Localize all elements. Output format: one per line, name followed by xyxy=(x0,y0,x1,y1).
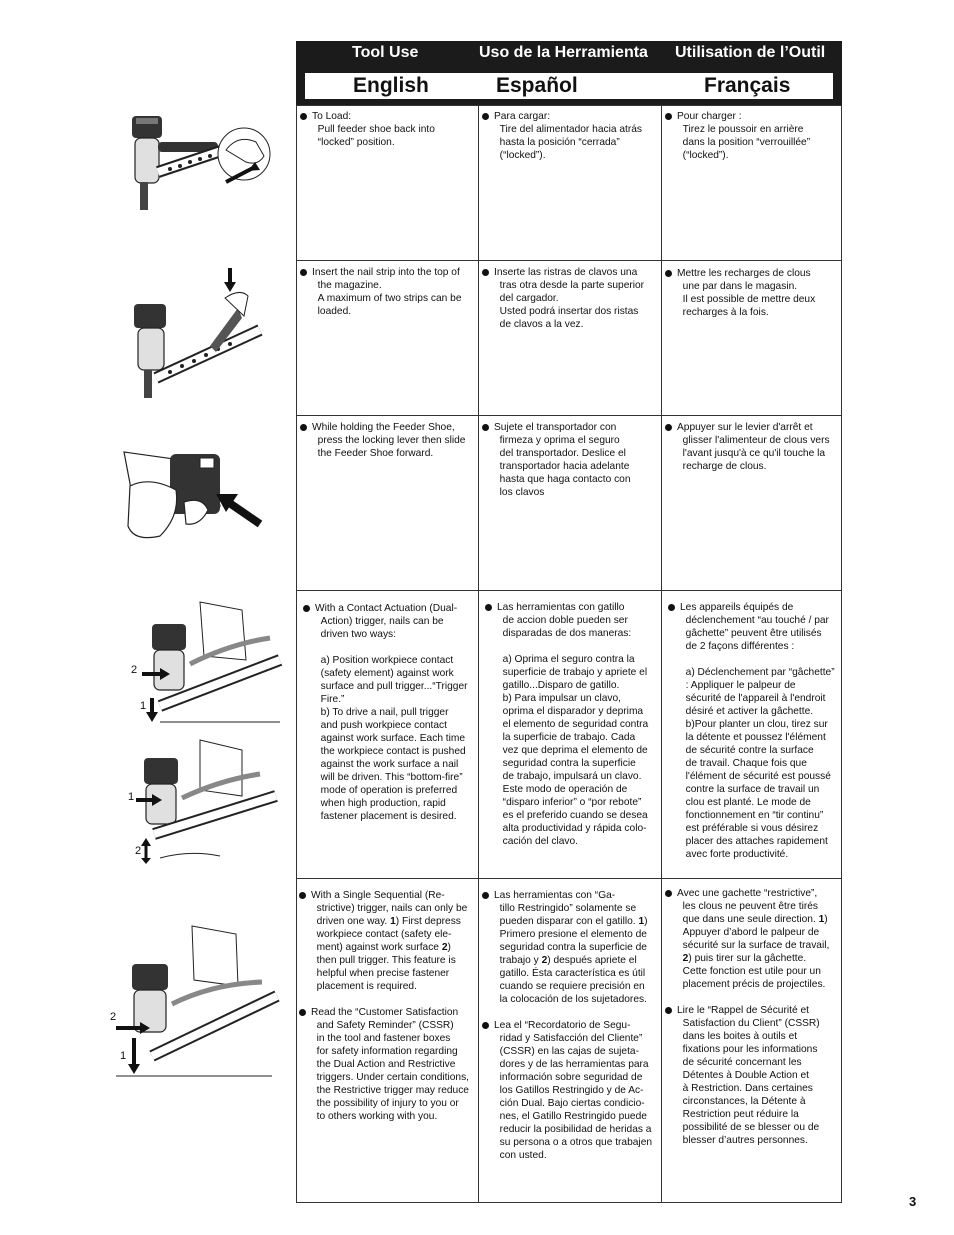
text-line: placement précis de projectiles. xyxy=(677,979,826,990)
step-number: 2 xyxy=(131,664,138,676)
cell-french-feeder xyxy=(664,421,842,473)
text-line: (safety element) against work xyxy=(315,668,454,679)
nailer-loading-pull-feeder-shoe-illustration xyxy=(118,112,278,212)
text-line: Les appareils équipés de xyxy=(680,602,794,613)
column-divider xyxy=(478,106,479,1202)
text-line: tillo Restringido” solamente se xyxy=(494,903,637,914)
text-line: firmeza y oprima el seguro xyxy=(494,435,620,446)
bullet-item xyxy=(664,110,842,162)
text-line: “locked” position. xyxy=(312,137,395,148)
text-line: ción Dual. Bajo ciertas condicio- xyxy=(494,1098,645,1109)
row-divider xyxy=(297,878,841,879)
text-line: Fire.” xyxy=(315,694,345,705)
bullet-item xyxy=(481,889,661,1006)
text-line: With a Contact Actuation (Dual- xyxy=(315,603,458,614)
text-line: gatillo. Ésta característica es útil xyxy=(494,968,646,979)
text-line: Tirez le poussoir en arrière xyxy=(677,124,804,135)
text-line: cación del clavo. xyxy=(497,836,578,847)
contact-actuation-trigger-illustrations xyxy=(130,600,285,865)
bullet-item xyxy=(481,1019,661,1162)
text-line: sécurité sur la surface de travail, xyxy=(677,940,830,951)
text-line: loaded. xyxy=(312,306,352,317)
text-line: clou est planté. Le mode de xyxy=(680,797,811,808)
text-line: a) Oprima el seguro contra la xyxy=(497,654,635,665)
nailer-insert-nail-strip-illustration xyxy=(120,268,280,400)
text-line: la colocación de los sujetadores. xyxy=(494,994,647,1005)
cell-english-contact-actuation xyxy=(302,602,478,823)
text-line: Avec une gachette “restrictive”, xyxy=(677,888,818,899)
text-line: de travail. Chaque fois que xyxy=(680,758,807,769)
section-label-spanish: Uso de la Herramienta xyxy=(479,44,648,61)
cell-english-load xyxy=(299,110,477,149)
text-line: to others working with you. xyxy=(311,1111,438,1122)
bullet-item xyxy=(667,601,842,861)
text-line: placement is required. xyxy=(311,981,417,992)
cell-french-sequential xyxy=(664,887,842,1147)
bullet-item xyxy=(299,421,477,460)
text-line: cuando se requiere precisión en xyxy=(494,981,645,992)
text-line: oprima el disparador y deprima xyxy=(497,706,644,717)
text-line: l'élément de sécurité est poussé xyxy=(680,771,831,782)
text-line: will be driven. This “bottom-fire” xyxy=(315,772,463,783)
step-number: 2 xyxy=(135,845,142,857)
text-line: con usted. xyxy=(494,1150,547,1161)
text-line: Pour charger : xyxy=(677,111,742,122)
bullet-item xyxy=(302,602,478,823)
text-line: seguridad contra la superficie xyxy=(497,758,636,769)
section-label-french: Utilisation de l’Outil xyxy=(675,44,826,61)
bullet-item xyxy=(484,601,662,848)
text-line: de accion doble pueden ser xyxy=(497,615,628,626)
text-line: Cette fonction est utile pour un xyxy=(677,966,821,977)
text-line xyxy=(497,640,662,653)
text-line: hasta que haga contacto con xyxy=(494,474,631,485)
text-line: (“locked”). xyxy=(677,150,729,161)
text-line: dans les boites à outils et xyxy=(677,1031,798,1042)
text-line: sécurité de l'appareil à l'endroit xyxy=(680,693,826,704)
text-line: With a Single Sequential (Re- xyxy=(311,890,445,901)
text-line: disparadas de dos maneras: xyxy=(497,628,632,639)
text-line: vez que deprima el elemento de xyxy=(497,745,648,756)
text-line: Lire le “Rappel de Sécurité et xyxy=(677,1005,809,1016)
text-line: fonctionnement en “tir continu” xyxy=(680,810,824,821)
bullet-item xyxy=(664,1004,842,1147)
text-line: mode of operation is preferred xyxy=(315,785,458,796)
text-line: recharge de clous. xyxy=(677,461,767,472)
text-line: workpiece contact (safety ele- xyxy=(311,929,452,940)
text-line: la superficie de trabajo. Cada xyxy=(497,732,636,743)
text-line: : Appliquer le palpeur de xyxy=(680,680,796,691)
text-line: su persona o a otros que trabajen xyxy=(494,1137,653,1148)
text-line: déclenchement “au touché / par xyxy=(680,615,829,626)
text-line: Usted podrá insertar dos ristas xyxy=(494,306,639,317)
text-line: Las herramientas con gatillo xyxy=(497,602,625,613)
text-line: seguridad contra la superficie de xyxy=(494,942,647,953)
text-line: à Restriction. Dans certaines xyxy=(677,1083,813,1094)
text-line: the magazine. xyxy=(312,280,382,291)
step-number: 1 xyxy=(128,791,135,803)
text-line: Para cargar: xyxy=(494,111,551,122)
text-line: Pull feeder shoe back into xyxy=(312,124,435,135)
text-line: While holding the Feeder Shoe, xyxy=(312,422,455,433)
text-line: gatillo...Disparo de gatillo. xyxy=(497,680,620,691)
text-line: ridad y Satisfacción del Cliente” xyxy=(494,1033,643,1044)
text-line: and Safety Reminder” (CSSR) xyxy=(311,1020,454,1031)
text-line: trabajo y 2) después apriete el xyxy=(494,955,637,966)
cell-english-insert xyxy=(299,266,477,318)
cell-spanish-insert xyxy=(481,266,661,331)
text-line: against the work surface a nail xyxy=(315,759,459,770)
bullet-item xyxy=(481,110,661,162)
text-line: strictive) trigger, nails can only be xyxy=(311,903,468,914)
text-line: superficie de trabajo y apriete el xyxy=(497,667,648,678)
cell-spanish-contact-actuation xyxy=(484,601,662,848)
text-line: los Gatillos Restringido y de Ac- xyxy=(494,1085,644,1096)
text-line: el elemento de seguridad contra xyxy=(497,719,649,730)
text-line: helpful when precise fastener xyxy=(311,968,450,979)
text-line: b) To drive a nail, pull trigger xyxy=(315,707,449,718)
text-line: Détentes à Double Action et xyxy=(677,1070,809,1081)
text-line: de sécurité concernant les xyxy=(677,1057,802,1068)
text-line: a) Position workpiece contact xyxy=(315,655,454,666)
text-line: (“locked”). xyxy=(494,150,546,161)
cell-french-load xyxy=(664,110,842,162)
text-line: gâchette” peuvent être utilisés xyxy=(680,628,822,639)
text-line: b)Pour planter un clou, tirez sur xyxy=(680,719,828,730)
text-line xyxy=(680,653,842,666)
text-line: the Restrictive trigger may reduce xyxy=(311,1085,469,1096)
tool-use-header xyxy=(296,41,842,105)
text-line: when high production, rapid xyxy=(315,798,446,809)
text-line: then pull trigger. This feature is xyxy=(311,955,456,966)
cell-spanish-feeder xyxy=(481,421,661,499)
text-line: avec forte productivité. xyxy=(680,849,789,860)
text-line: les clous ne peuvent être tirés xyxy=(677,901,819,912)
cell-french-contact-actuation xyxy=(667,601,842,861)
text-line: contre la surface de travail un xyxy=(680,784,820,795)
bullet-item xyxy=(664,267,842,319)
step-number: 1 xyxy=(140,700,147,712)
text-line: del cargador. xyxy=(494,293,559,304)
text-line: driven one way. 1) First depress xyxy=(311,916,461,927)
text-line: alta productividad y rápida colo- xyxy=(497,823,647,834)
text-line: désiré et activer la gâchette. xyxy=(680,706,814,717)
text-line: surface and pull trigger...“Trigger xyxy=(315,681,468,692)
text-line: in the tool and fastener boxes xyxy=(311,1033,451,1044)
bullet-item xyxy=(481,266,661,331)
language-spanish: Español xyxy=(496,74,578,97)
text-line: de clavos a la vez. xyxy=(494,319,584,330)
text-line: circonstances, la Détente à xyxy=(677,1096,806,1107)
cell-english-sequential xyxy=(298,889,478,1123)
text-line: To Load: xyxy=(312,111,352,122)
text-line: fastener placement is desired. xyxy=(315,811,457,822)
text-line: and push workpiece contact xyxy=(315,720,447,731)
text-line: fixations pour les informations xyxy=(677,1044,818,1055)
step-number: 2 xyxy=(110,1011,117,1023)
text-line: Read the “Customer Satisfaction xyxy=(311,1007,459,1018)
text-line: Insert the nail strip into the top of xyxy=(312,267,460,278)
text-line: es el preferido cuando se desea xyxy=(497,810,648,821)
page-number: 3 xyxy=(909,1194,917,1209)
text-line: Il est possible de mettre deux xyxy=(677,294,816,305)
text-line: 2) puis tirer sur la gâchette. xyxy=(682,953,807,964)
language-french: Français xyxy=(704,74,791,97)
text-line: pueden disparar con el gatillo. 1) xyxy=(494,916,648,927)
text-line: reducir la posibilidad de heridas a xyxy=(494,1124,652,1135)
bullet-item xyxy=(298,1006,478,1123)
step-number: 1 xyxy=(120,1050,127,1062)
language-english: English xyxy=(353,74,429,97)
cell-french-insert xyxy=(664,267,842,319)
text-line: de trabajo, impulsará un clavo. xyxy=(497,771,642,782)
text-line: possibilité de se blesser ou de xyxy=(677,1122,820,1133)
text-line: transportador hacia adelante xyxy=(494,461,630,472)
bullet-item xyxy=(299,266,477,318)
text-line: Appuyer d’abord le palpeur de xyxy=(677,927,820,938)
text-line: Restriction peut réduire la xyxy=(677,1109,799,1120)
bullet-item xyxy=(299,110,477,149)
text-line: Tire del alimentador hacia atrás xyxy=(494,124,642,135)
text-line: de sécurité contre la surface xyxy=(680,745,814,756)
cell-spanish-load xyxy=(481,110,661,162)
text-line: the possibility of injury to you or xyxy=(311,1098,459,1109)
row-divider xyxy=(297,590,841,591)
text-line: Mettre les recharges de clous xyxy=(677,268,811,279)
text-line: the workpiece contact is pushed xyxy=(315,746,466,757)
row-divider xyxy=(297,415,841,416)
text-line: the Feeder Shoe forward. xyxy=(312,448,434,459)
bullet-item xyxy=(298,889,478,993)
text-line: “disparo inferior” o “por rebote” xyxy=(497,797,642,808)
text-line: press the locking lever then slide xyxy=(312,435,466,446)
text-line: une par dans le magasin. xyxy=(677,281,798,292)
text-line: hasta la posición “cerrada” xyxy=(494,137,620,148)
text-line: against work surface. Each time xyxy=(315,733,466,744)
text-line: l'avant jusqu'à ce qu'il touche la xyxy=(677,448,825,459)
text-line: dores y de las herramientas para xyxy=(494,1059,649,1070)
text-line: los clavos xyxy=(494,487,545,498)
text-line: the Dual Action and Restrictive xyxy=(311,1059,456,1070)
language-bar xyxy=(304,72,834,100)
text-line: que dans une seule direction. 1) xyxy=(677,914,828,925)
text-line: driven two ways: xyxy=(315,629,396,640)
section-label-english: Tool Use xyxy=(352,44,419,61)
text-line: dans la position “verrouillée” xyxy=(677,137,811,148)
text-line: Este modo de operación de xyxy=(497,784,628,795)
text-line: triggers. Under certain conditions, xyxy=(311,1072,469,1083)
text-line: blesser d’autres personnes. xyxy=(677,1135,808,1146)
text-line: tras otra desde la parte superior xyxy=(494,280,645,291)
text-line: Appuyer sur le levier d'arrêt et xyxy=(677,422,813,433)
text-line: del transportador. Deslice el xyxy=(494,448,626,459)
text-line: (CSSR) en las cajas de sujeta- xyxy=(494,1046,639,1057)
text-line: Sujete el transportador con xyxy=(494,422,617,433)
text-line: Lea el “Recordatorio de Segu- xyxy=(494,1020,631,1031)
text-line: placer des attaches rapidement xyxy=(680,836,828,847)
text-line: recharges à la fois. xyxy=(677,307,769,318)
cell-spanish-sequential xyxy=(481,889,661,1162)
text-line: glisser l'alimenteur de clous vers xyxy=(677,435,830,446)
text-line: Satisfaction du Client” (CSSR) xyxy=(677,1018,820,1029)
text-line: la détente et poussez l'élément xyxy=(680,732,826,743)
hand-press-locking-lever-illustration xyxy=(120,446,265,566)
text-line: A maximum of two strips can be xyxy=(312,293,462,304)
text-line: Inserte las ristras de clavos una xyxy=(494,267,638,278)
text-line: Primero presione el elemento de xyxy=(494,929,647,940)
cell-english-feeder xyxy=(299,421,477,460)
text-line xyxy=(315,641,478,654)
text-line: a) Déclenchement par “gâchette” xyxy=(680,667,835,678)
text-line: for safety information regarding xyxy=(311,1046,458,1057)
bullet-item xyxy=(481,421,661,499)
text-line: Action) trigger, nails can be xyxy=(315,616,444,627)
row-divider xyxy=(297,260,841,261)
text-line: b) Para impulsar un clavo, xyxy=(497,693,622,704)
bullet-item xyxy=(664,421,842,473)
text-line: Las herramientas con “Ga- xyxy=(494,890,616,901)
text-line: nes, el Gatillo Restringido puede xyxy=(494,1111,647,1122)
text-line: información sobre seguridad de xyxy=(494,1072,643,1083)
text-line: est préférable si vous désirez xyxy=(680,823,819,834)
text-line: de 2 façons différentes : xyxy=(680,641,795,652)
text-line: ment) against work surface 2) xyxy=(311,942,451,953)
single-sequential-trigger-illustration xyxy=(112,920,282,1080)
bullet-item xyxy=(664,887,842,991)
